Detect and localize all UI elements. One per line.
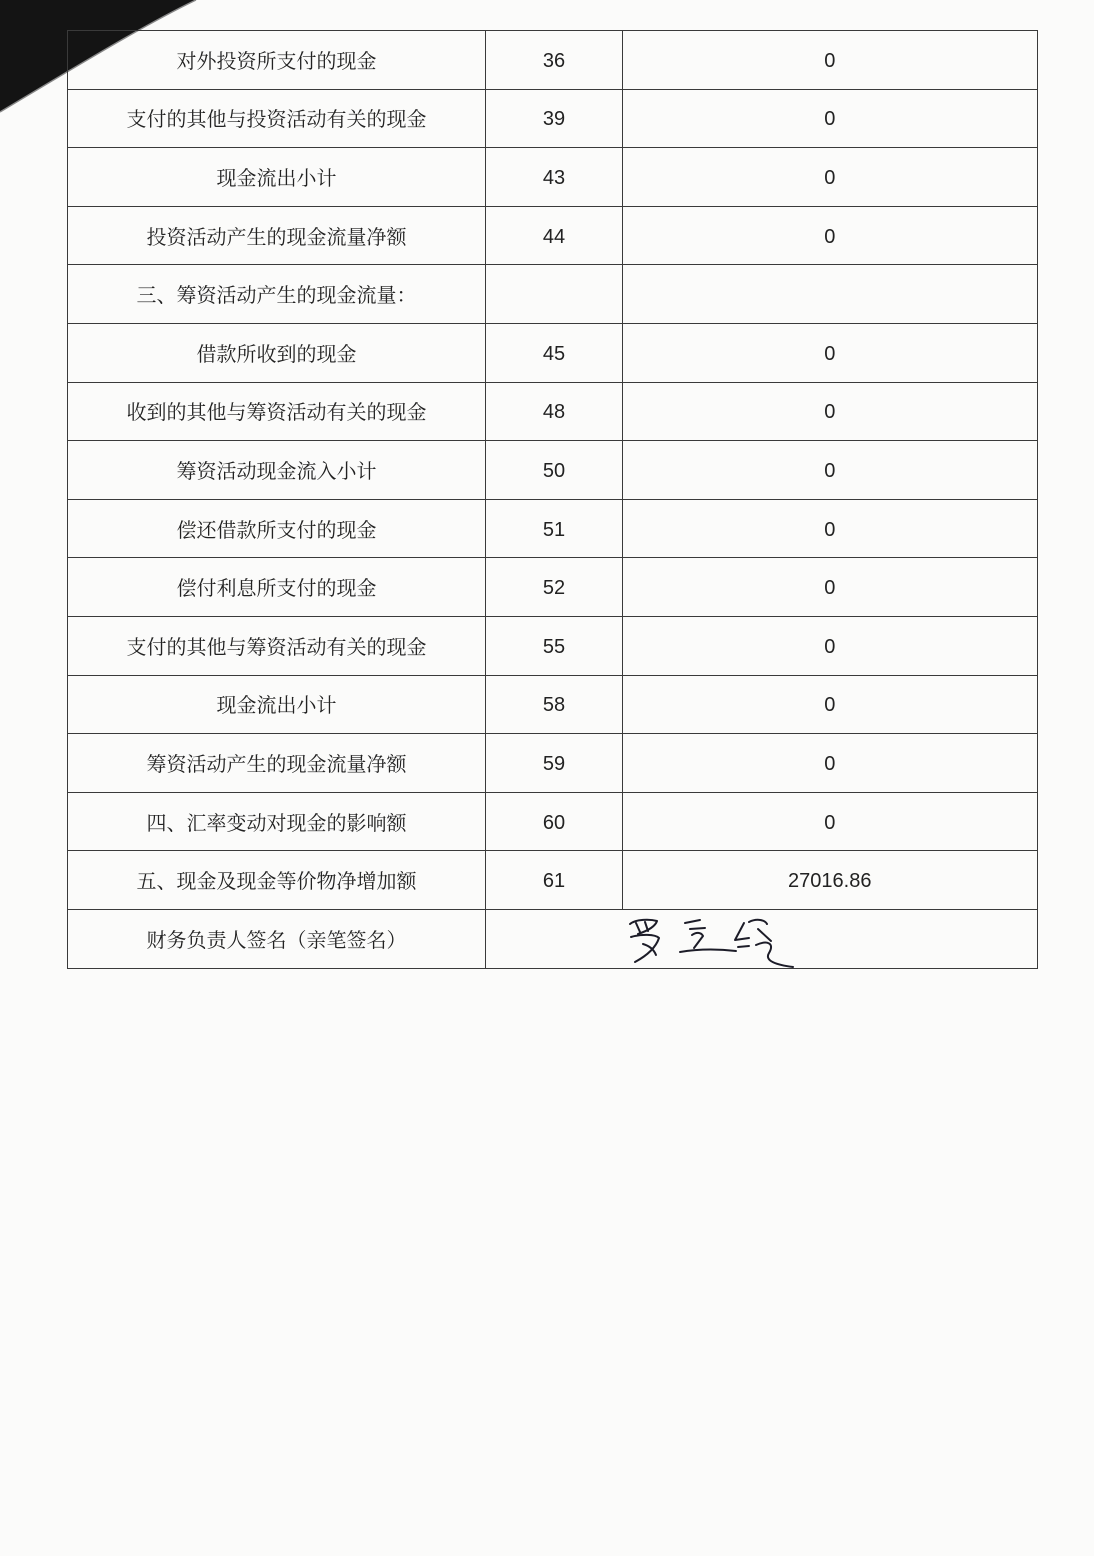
amount-cell bbox=[623, 324, 1038, 383]
item-cell bbox=[68, 383, 486, 442]
amount-value: 0 bbox=[824, 225, 836, 248]
line-number: 55 bbox=[542, 635, 566, 658]
table-row bbox=[68, 31, 1038, 90]
table-row bbox=[68, 90, 1038, 149]
item-label: 五、现金及现金等价物净增加额 bbox=[136, 871, 417, 894]
item-cell bbox=[68, 793, 486, 852]
table-row bbox=[68, 676, 1038, 735]
line-number: 52 bbox=[542, 577, 566, 600]
line-number-cell bbox=[486, 793, 623, 852]
item-cell bbox=[68, 558, 486, 617]
table-row bbox=[68, 500, 1038, 559]
line-number-cell bbox=[486, 31, 623, 90]
amount-cell bbox=[623, 558, 1038, 617]
amount-value: 0 bbox=[824, 518, 836, 541]
table-row bbox=[68, 851, 1038, 910]
line-number: 39 bbox=[542, 108, 566, 131]
item-cell bbox=[68, 441, 486, 500]
line-number: 58 bbox=[542, 694, 566, 717]
line-number: 59 bbox=[542, 752, 566, 775]
line-number: 60 bbox=[542, 811, 566, 834]
amount-cell bbox=[623, 676, 1038, 735]
line-number-cell bbox=[486, 441, 623, 500]
section-header-row bbox=[68, 265, 1038, 324]
line-number-cell bbox=[486, 500, 623, 559]
amount-value: 27016.86 bbox=[788, 870, 872, 893]
amount-cell bbox=[623, 265, 1038, 324]
signature-row bbox=[68, 910, 1038, 969]
item-label: 偿还借款所支付的现金 bbox=[176, 519, 377, 542]
amount-cell bbox=[623, 441, 1038, 500]
amount-value: 0 bbox=[824, 811, 836, 834]
line-number-cell bbox=[486, 265, 623, 324]
line-number-cell bbox=[486, 90, 623, 149]
item-cell bbox=[68, 500, 486, 559]
item-label: 四、汇率变动对现金的影响额 bbox=[146, 812, 407, 835]
item-label: 借款所收到的现金 bbox=[196, 343, 357, 366]
amount-value: 0 bbox=[824, 694, 836, 717]
line-number: 44 bbox=[542, 225, 566, 248]
cash-flow-table bbox=[67, 30, 1038, 969]
amount-value: 0 bbox=[824, 166, 836, 189]
signature-cell bbox=[486, 910, 1038, 969]
amount-value: 0 bbox=[824, 752, 836, 775]
item-label: 对外投资所支付的现金 bbox=[176, 50, 377, 73]
item-cell bbox=[68, 851, 486, 910]
item-label: 筹资活动产生的现金流量净额 bbox=[146, 753, 407, 776]
table-row bbox=[68, 383, 1038, 442]
line-number-cell bbox=[486, 148, 623, 207]
amount-cell bbox=[623, 207, 1038, 266]
amount-value: 0 bbox=[824, 459, 836, 482]
line-number: 36 bbox=[542, 49, 566, 72]
table-row bbox=[68, 207, 1038, 266]
item-label: 支付的其他与投资活动有关的现金 bbox=[126, 109, 427, 132]
amount-value: 0 bbox=[824, 635, 836, 658]
amount-cell bbox=[623, 148, 1038, 207]
amount-value: 0 bbox=[824, 108, 836, 131]
item-label: 投资活动产生的现金流量净额 bbox=[146, 226, 407, 249]
line-number: 48 bbox=[542, 401, 566, 424]
line-number: 45 bbox=[542, 342, 566, 365]
section-header-label: 三、筹资活动产生的现金流量： bbox=[136, 285, 417, 308]
item-cell bbox=[68, 148, 486, 207]
amount-cell bbox=[623, 383, 1038, 442]
item-cell bbox=[68, 324, 486, 383]
amount-cell bbox=[623, 851, 1038, 910]
item-cell bbox=[68, 734, 486, 793]
amount-value: 0 bbox=[824, 577, 836, 600]
table-row bbox=[68, 558, 1038, 617]
item-label: 现金流出小计 bbox=[216, 695, 337, 718]
table-row bbox=[68, 148, 1038, 207]
amount-cell bbox=[623, 734, 1038, 793]
item-cell bbox=[68, 676, 486, 735]
amount-cell bbox=[623, 617, 1038, 676]
line-number: 51 bbox=[542, 518, 566, 541]
signature-label: 财务负责人签名（亲笔签名） bbox=[146, 929, 407, 952]
item-cell bbox=[68, 90, 486, 149]
amount-value: 0 bbox=[824, 342, 836, 365]
item-cell bbox=[68, 31, 486, 90]
table-row bbox=[68, 793, 1038, 852]
amount-value: 0 bbox=[824, 49, 836, 72]
item-label: 收到的其他与筹资活动有关的现金 bbox=[126, 402, 427, 425]
amount-value: 0 bbox=[824, 401, 836, 424]
item-label: 筹资活动现金流入小计 bbox=[176, 460, 377, 483]
line-number: 43 bbox=[542, 166, 566, 189]
table-row bbox=[68, 324, 1038, 383]
signature-label-cell bbox=[68, 910, 486, 969]
line-number-cell bbox=[486, 851, 623, 910]
amount-cell bbox=[623, 500, 1038, 559]
line-number: 50 bbox=[542, 459, 566, 482]
amount-cell bbox=[623, 793, 1038, 852]
line-number-cell bbox=[486, 558, 623, 617]
line-number-cell bbox=[486, 676, 623, 735]
amount-cell bbox=[623, 90, 1038, 149]
item-label: 支付的其他与筹资活动有关的现金 bbox=[126, 636, 427, 659]
item-cell bbox=[68, 617, 486, 676]
table-row bbox=[68, 617, 1038, 676]
line-number-cell bbox=[486, 617, 623, 676]
line-number-cell bbox=[486, 324, 623, 383]
handwritten-signature-icon bbox=[486, 910, 1037, 970]
line-number-cell bbox=[486, 734, 623, 793]
line-number-cell bbox=[486, 383, 623, 442]
line-number-cell bbox=[486, 207, 623, 266]
item-label: 现金流出小计 bbox=[216, 167, 337, 190]
section-header-cell bbox=[68, 265, 486, 324]
table-row bbox=[68, 734, 1038, 793]
amount-cell bbox=[623, 31, 1038, 90]
line-number: 61 bbox=[542, 870, 566, 893]
item-cell bbox=[68, 207, 486, 266]
table-row bbox=[68, 441, 1038, 500]
item-label: 偿付利息所支付的现金 bbox=[176, 578, 377, 601]
